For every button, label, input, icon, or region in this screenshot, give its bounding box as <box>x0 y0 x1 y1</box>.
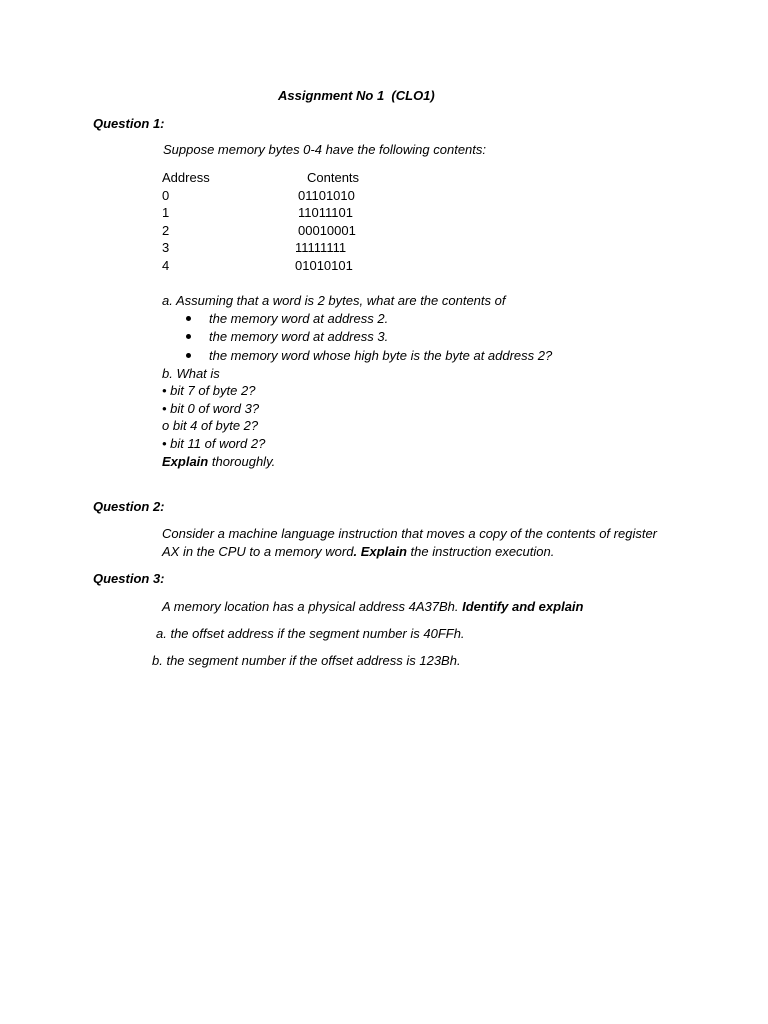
bullet-icon <box>186 316 191 321</box>
explain-bold: Explain <box>162 454 209 469</box>
address-column-header: Address <box>162 170 210 185</box>
contents-column-header: Contents <box>307 170 360 185</box>
question-1-part-b: b. What is <box>162 366 220 381</box>
page-title: Assignment No 1 (CLO1) <box>278 88 435 103</box>
part-a-item: the memory word at address 2. <box>209 311 389 326</box>
address-cell: 2 <box>162 223 170 238</box>
part-b-item: o bit 4 of byte 2? <box>162 418 259 433</box>
explain-instruction <box>162 455 275 468</box>
address-cell: 0 <box>162 188 170 203</box>
question-3-part-b: b. the segment number if the offset address is 123Bh. <box>152 653 461 668</box>
part-a-item: the memory word whose high byte is the byte at address 2? <box>209 348 553 363</box>
address-cell: 1 <box>162 205 170 220</box>
bullet-icon <box>186 334 191 339</box>
question-3-part-a: a. the offset address if the segment number is 40FFh. <box>156 626 465 641</box>
address-cell: 3 <box>162 240 170 255</box>
q2-explain-bold: . Explain <box>353 544 407 559</box>
q3-intro-start: A memory location has a physical address 4A37Bh. <box>162 599 463 614</box>
contents-cell: 11111111 <box>295 240 347 255</box>
question-1-heading: Question 1: <box>93 116 165 131</box>
part-b-item: • bit 0 of word 3? <box>162 401 260 416</box>
explain-rest: thoroughly. <box>208 454 276 469</box>
question-2-line-1: Consider a machine language instruction that moves a copy of the contents of register <box>162 526 658 541</box>
contents-cell: 01010101 <box>295 258 353 273</box>
address-cell: 4 <box>162 258 170 273</box>
question-2-heading: Question 2: <box>93 499 165 514</box>
part-b-item: • bit 7 of byte 2? <box>162 383 256 398</box>
part-a-item: the memory word at address 3. <box>209 329 389 344</box>
q2-line2-end: the instruction execution. <box>406 544 555 559</box>
question-2-line-2 <box>162 545 554 558</box>
q2-line2-start: AX in the CPU to a memory word <box>162 544 354 559</box>
question-3-intro <box>162 600 583 613</box>
contents-cell: 00010001 <box>298 223 356 238</box>
q3-identify-bold: Identify and explain <box>462 599 584 614</box>
bullet-icon <box>186 353 191 358</box>
question-1-part-a: a. Assuming that a word is 2 bytes, what are the contents of <box>162 293 506 308</box>
contents-cell: 11011101 <box>298 205 353 220</box>
contents-cell: 01101010 <box>298 188 355 203</box>
question-3-heading: Question 3: <box>93 571 165 586</box>
question-1-intro: Suppose memory bytes 0-4 have the following contents: <box>163 142 487 157</box>
part-b-item: • bit 11 of word 2? <box>162 436 266 451</box>
